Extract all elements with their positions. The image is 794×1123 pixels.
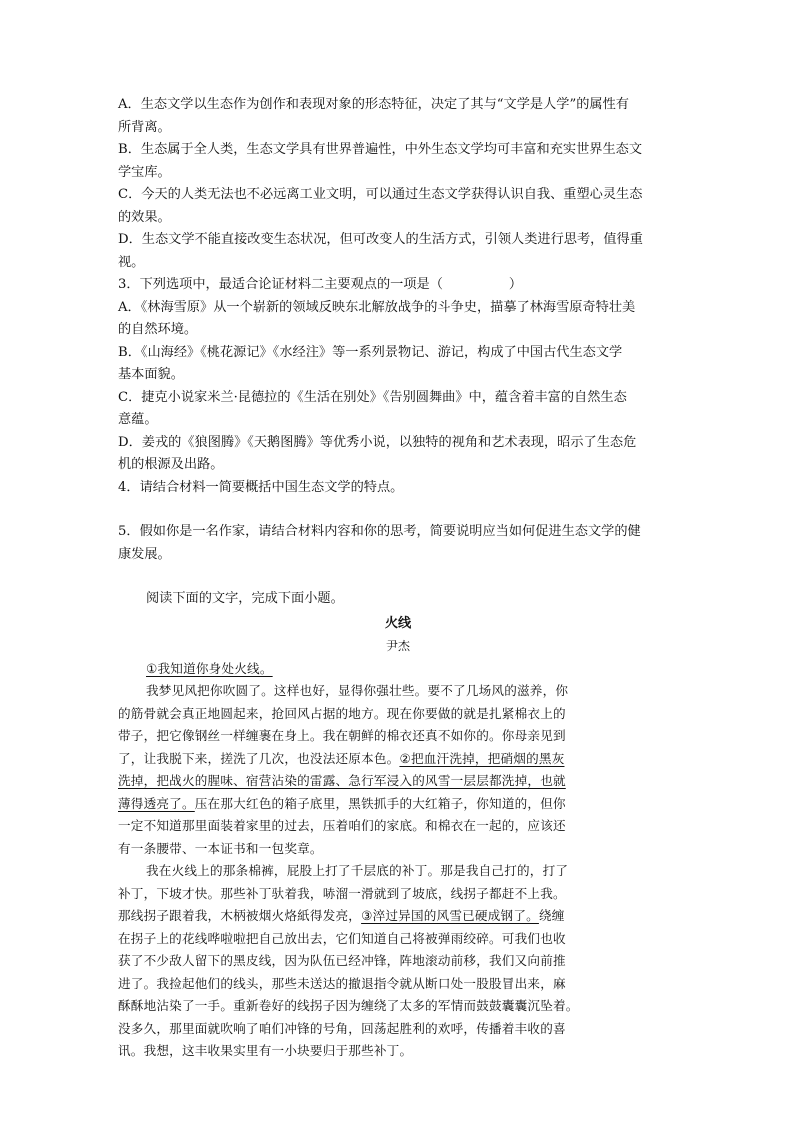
story-line — [118, 793, 678, 816]
q3-stem: 3．下列选项中，最适合论证材料二主要观点的一项是（ ） — [118, 277, 523, 292]
story-text: 了，让我脱下来，搓洗了几次，也没法还原本色。 — [118, 750, 400, 766]
q3-option-d-line1: D．姜戎的《狼图腾》《天鹅图腾》等优秀小说，以独特的视角和艺术表现，昭示了生态危 — [118, 434, 637, 450]
story-text: 压在那大红色的箱子底里，黑铁抓手的大红箱子，你知道的，但你 — [194, 795, 566, 811]
underlined-sentence-2: 洗掉，把战火的腥味、宿营沾染的雷露、急行军浸入的风雪一层层都洗掉，也就 — [118, 773, 566, 788]
q2-option-a-line1: A．生态文学以生态作为创作和表现对象的形态特征，决定了其与“文学是人学”的属性有 — [118, 97, 629, 112]
underlined-sentence-3: ③淬过异国的风雪已硬成钢了。 — [361, 908, 539, 923]
answer-space — [118, 499, 678, 521]
story-line: 的筋骨就会真正地圆起来，抢回风占据的地方。现在你要做的就是扎紧棉衣上的 — [118, 705, 566, 721]
q2-option-c-line1: C．今天的人类无法也不必远离工业文明，可以通过生态文学获得认识自我、重塑心灵生态 — [118, 187, 643, 202]
story-line: 我梦见风把你吹圆了。这样也好，显得你强壮些。要不了几场风的滋养，你 — [146, 683, 569, 698]
q2-option-d-line1: D．生态文学不能直接改变生态状况，但可改变人的生活方式，引领人类进行思考，值得重 — [118, 232, 643, 247]
q3-option-c-line1: C．捷克小说家米兰·昆德拉的《生活在别处》《告别圆舞曲》中，蕴含着丰富的自然生态 — [118, 389, 627, 405]
q2-option-b-line2: 学宝库。 — [118, 164, 171, 180]
story-line: 有一条腰带、一本证书和一包奖章。 — [118, 840, 323, 856]
story-paragraph-1 — [118, 658, 678, 681]
story-line: 带子，把它像钢丝一样缠裹在身上。我在朝鲜的棉衣还真不如你的。你母亲见到 — [118, 728, 566, 743]
story-paragraph-3 — [118, 860, 678, 1063]
underlined-sentence-1: ①我知道你身处火线。 — [146, 660, 273, 676]
reading-instruction: 阅读下面的文字，完成下面小题。 — [146, 591, 344, 606]
q3-option-d-line2: 机的根源及出路。 — [118, 457, 224, 472]
story-line: 讯。我想，这丰收果实里有一小块要归于那些补丁。 — [118, 1043, 413, 1058]
story-line: 获了不少敌人留下的黑皮线，因为队伍已经冲锋，阵地滚动前移，我们又向前推 — [118, 953, 566, 968]
question-4: 4．请结合材料一简要概括中国生态文学的特点。 — [118, 479, 404, 495]
story-line: 补丁，下坡才快。那些补丁驮着我，哧溜一滑就到了坡底，线拐子都赶不上我。 — [118, 885, 566, 901]
q2-option-b-line1: B．生态属于全人类，生态文学具有世界普遍性，中外生态文学均可丰富和充实世界生态文 — [118, 142, 642, 157]
story-line — [118, 770, 678, 793]
story-paragraph-2 — [118, 680, 678, 860]
q3-option-b-line2: 基本面貌。 — [118, 367, 184, 382]
underlined-sentence-2: 薄得透亮了。 — [118, 795, 195, 811]
story-line: 进了。我捡起他们的线头，那些未送达的撤退指令就从断口处一股股冒出来，麻 — [118, 975, 566, 991]
story-line — [118, 748, 678, 771]
story-line: 在拐子上的花线哗啦啦把自己放出去，它们知道自己将被弹雨绞碎。可我们也收 — [118, 930, 566, 946]
q3-option-b-line1: B．《山海经》《桃花源记》《水经注》等一系列景物记、游记，构成了中国古代生态文学 — [118, 344, 623, 360]
q2-options — [118, 94, 678, 274]
story-line: 我在火线上的那条棉裤，屁股上打了千层底的补丁。那是我自己打的，打了 — [146, 863, 569, 878]
q3-option-a-line1: A．《林海雪原》从一个崭新的领域反映东北解放战争的斗争史，描摹了林海雪原奇特壮美 — [118, 299, 636, 315]
story-title: 火线 — [384, 615, 412, 631]
story-line: 没多久，那里面就吹响了咱们冲锋的号角，回荡起胜利的欢呼，传播着丰收的喜 — [118, 1020, 566, 1036]
story-text: 绕缠 — [538, 908, 565, 923]
story-body — [118, 658, 678, 1063]
q3-option-c-line2: 意蕴。 — [118, 412, 158, 427]
document-page — [118, 94, 678, 1063]
q2-option-c-line2: 的效果。 — [118, 209, 171, 225]
question-5 — [118, 521, 678, 566]
q3-option-a-line2: 的自然环境。 — [118, 322, 198, 337]
question-3 — [118, 274, 678, 477]
q2-option-a-line2: 所背离。 — [118, 119, 171, 135]
story-line: 一定不知道那里面装着家里的过去，压着咱们的家底。和棉衣在一起的，应该还 — [118, 818, 566, 833]
story-text: 那线拐子跟着我，木柄被烟火烙紙得发亮， — [118, 908, 362, 923]
q5-line1: 5．假如你是一名作家，请结合材料内容和你的思考，简要说明应当如何促进生态文学的健 — [118, 524, 641, 539]
answer-space — [118, 566, 678, 588]
story-line: 酥酥地沾染了一手。重新卷好的线拐子因为缠绕了太多的军情而鼓鼓囊囊沉坠着。 — [118, 998, 579, 1013]
story-line — [118, 905, 678, 928]
q5-line2: 康发展。 — [118, 546, 171, 562]
underlined-sentence-2: ②把血汗洗掉，把硝烟的黑灰 — [399, 750, 565, 766]
story-author: 尹杰 — [385, 639, 410, 653]
q2-option-d-line2: 视。 — [118, 254, 145, 270]
